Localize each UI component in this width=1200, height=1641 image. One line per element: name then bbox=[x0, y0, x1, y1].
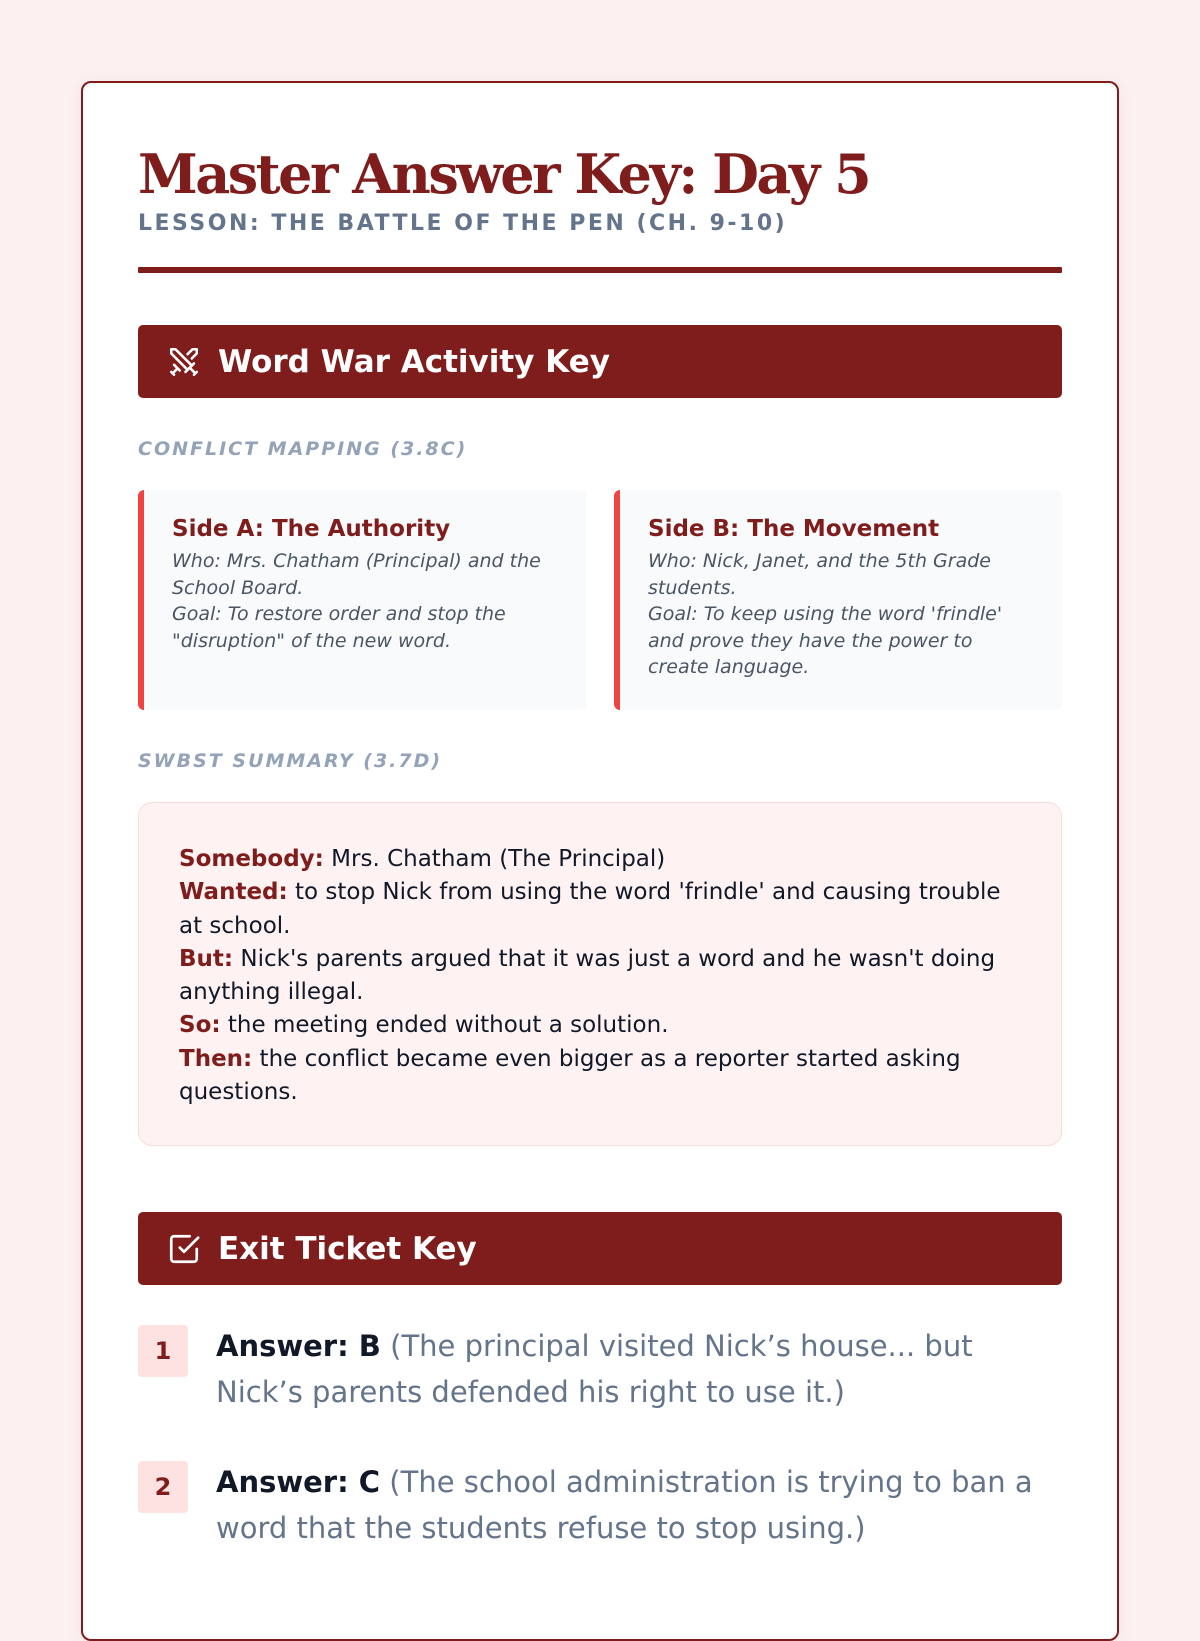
exit-ticket-answers bbox=[138, 1323, 1062, 1551]
swbst-so-text: the meeting ended without a solution. bbox=[220, 1012, 669, 1039]
answer-label: Answer: B bbox=[216, 1329, 381, 1363]
swbst-then bbox=[179, 1043, 1021, 1110]
side-a-card bbox=[138, 490, 586, 710]
exit-ticket-heading: Exit Ticket Key bbox=[218, 1230, 477, 1267]
swbst-summary-box bbox=[138, 802, 1062, 1146]
conflict-mapping-label: CONFLICT MAPPING (3.8C) bbox=[138, 438, 468, 460]
answer-label: Answer: C bbox=[216, 1465, 381, 1499]
swbst-so bbox=[179, 1009, 1021, 1042]
side-a-title: Side A: The Authority bbox=[172, 516, 451, 542]
answer-text bbox=[216, 1323, 1062, 1415]
swbst-wanted bbox=[179, 876, 1021, 943]
swbst-somebody bbox=[179, 843, 1021, 876]
word-war-heading: Word War Activity Key bbox=[218, 343, 610, 380]
word-war-section-header bbox=[138, 325, 1062, 398]
title-divider bbox=[138, 267, 1062, 273]
answer-text bbox=[216, 1459, 1062, 1551]
swbst-then-text: the conflict became even bigger as a reporter started asking questions. bbox=[179, 1045, 961, 1106]
answer-number-badge: 1 bbox=[138, 1325, 188, 1377]
answer-explanation: (The school administration is trying to ban a word that the students refuse to stop using.) bbox=[216, 1465, 1033, 1545]
side-a-who: Who: Mrs. Chatham (Principal) and the School Board. bbox=[172, 550, 541, 599]
answer-item bbox=[138, 1459, 1062, 1551]
checkbox-icon bbox=[166, 1231, 202, 1267]
side-a-goal: Goal: To restore order and stop the "disruption" of the new word. bbox=[172, 603, 506, 652]
swbst-wanted-text: to stop Nick from using the word 'frindle' and causing trouble at school. bbox=[179, 879, 1001, 939]
exit-ticket-section-header bbox=[138, 1212, 1062, 1285]
side-b-goal: Goal: To keep using the word 'frindle' and prove they have the power to create language. bbox=[648, 603, 1003, 678]
side-b-who: Who: Nick, Janet, and the 5th Grade students. bbox=[648, 550, 991, 599]
answer-number-badge: 2 bbox=[138, 1461, 188, 1513]
swbst-then-key: Then: bbox=[179, 1045, 253, 1072]
crossed-swords-icon bbox=[166, 344, 202, 380]
answer-item bbox=[138, 1323, 1062, 1415]
swbst-wanted-key: Wanted: bbox=[179, 879, 288, 906]
swbst-somebody-key: Somebody: bbox=[179, 846, 324, 872]
side-b-card bbox=[614, 490, 1062, 710]
page-title: Master Answer Key: Day 5 bbox=[138, 142, 870, 206]
lesson-subtitle: LESSON: THE BATTLE OF THE PEN (CH. 9-10) bbox=[138, 211, 788, 236]
swbst-so-key: So: bbox=[179, 1012, 221, 1039]
side-b-title: Side B: The Movement bbox=[648, 516, 940, 542]
answer-key-card bbox=[81, 81, 1119, 1641]
swbst-but-text: Nick's parents argued that it was just a word and he wasn't doing anything illegal. bbox=[179, 945, 996, 1006]
swbst-label: SWBST SUMMARY (3.7D) bbox=[138, 750, 443, 772]
swbst-somebody-text: Mrs. Chatham (The Principal) bbox=[323, 846, 666, 872]
conflict-sides bbox=[138, 490, 1062, 710]
answer-explanation: (The principal visited Nick’s house... but Nick’s parents defended his right to use it.) bbox=[216, 1329, 973, 1409]
swbst-but bbox=[179, 943, 1021, 1010]
swbst-but-key: But: bbox=[179, 945, 234, 972]
